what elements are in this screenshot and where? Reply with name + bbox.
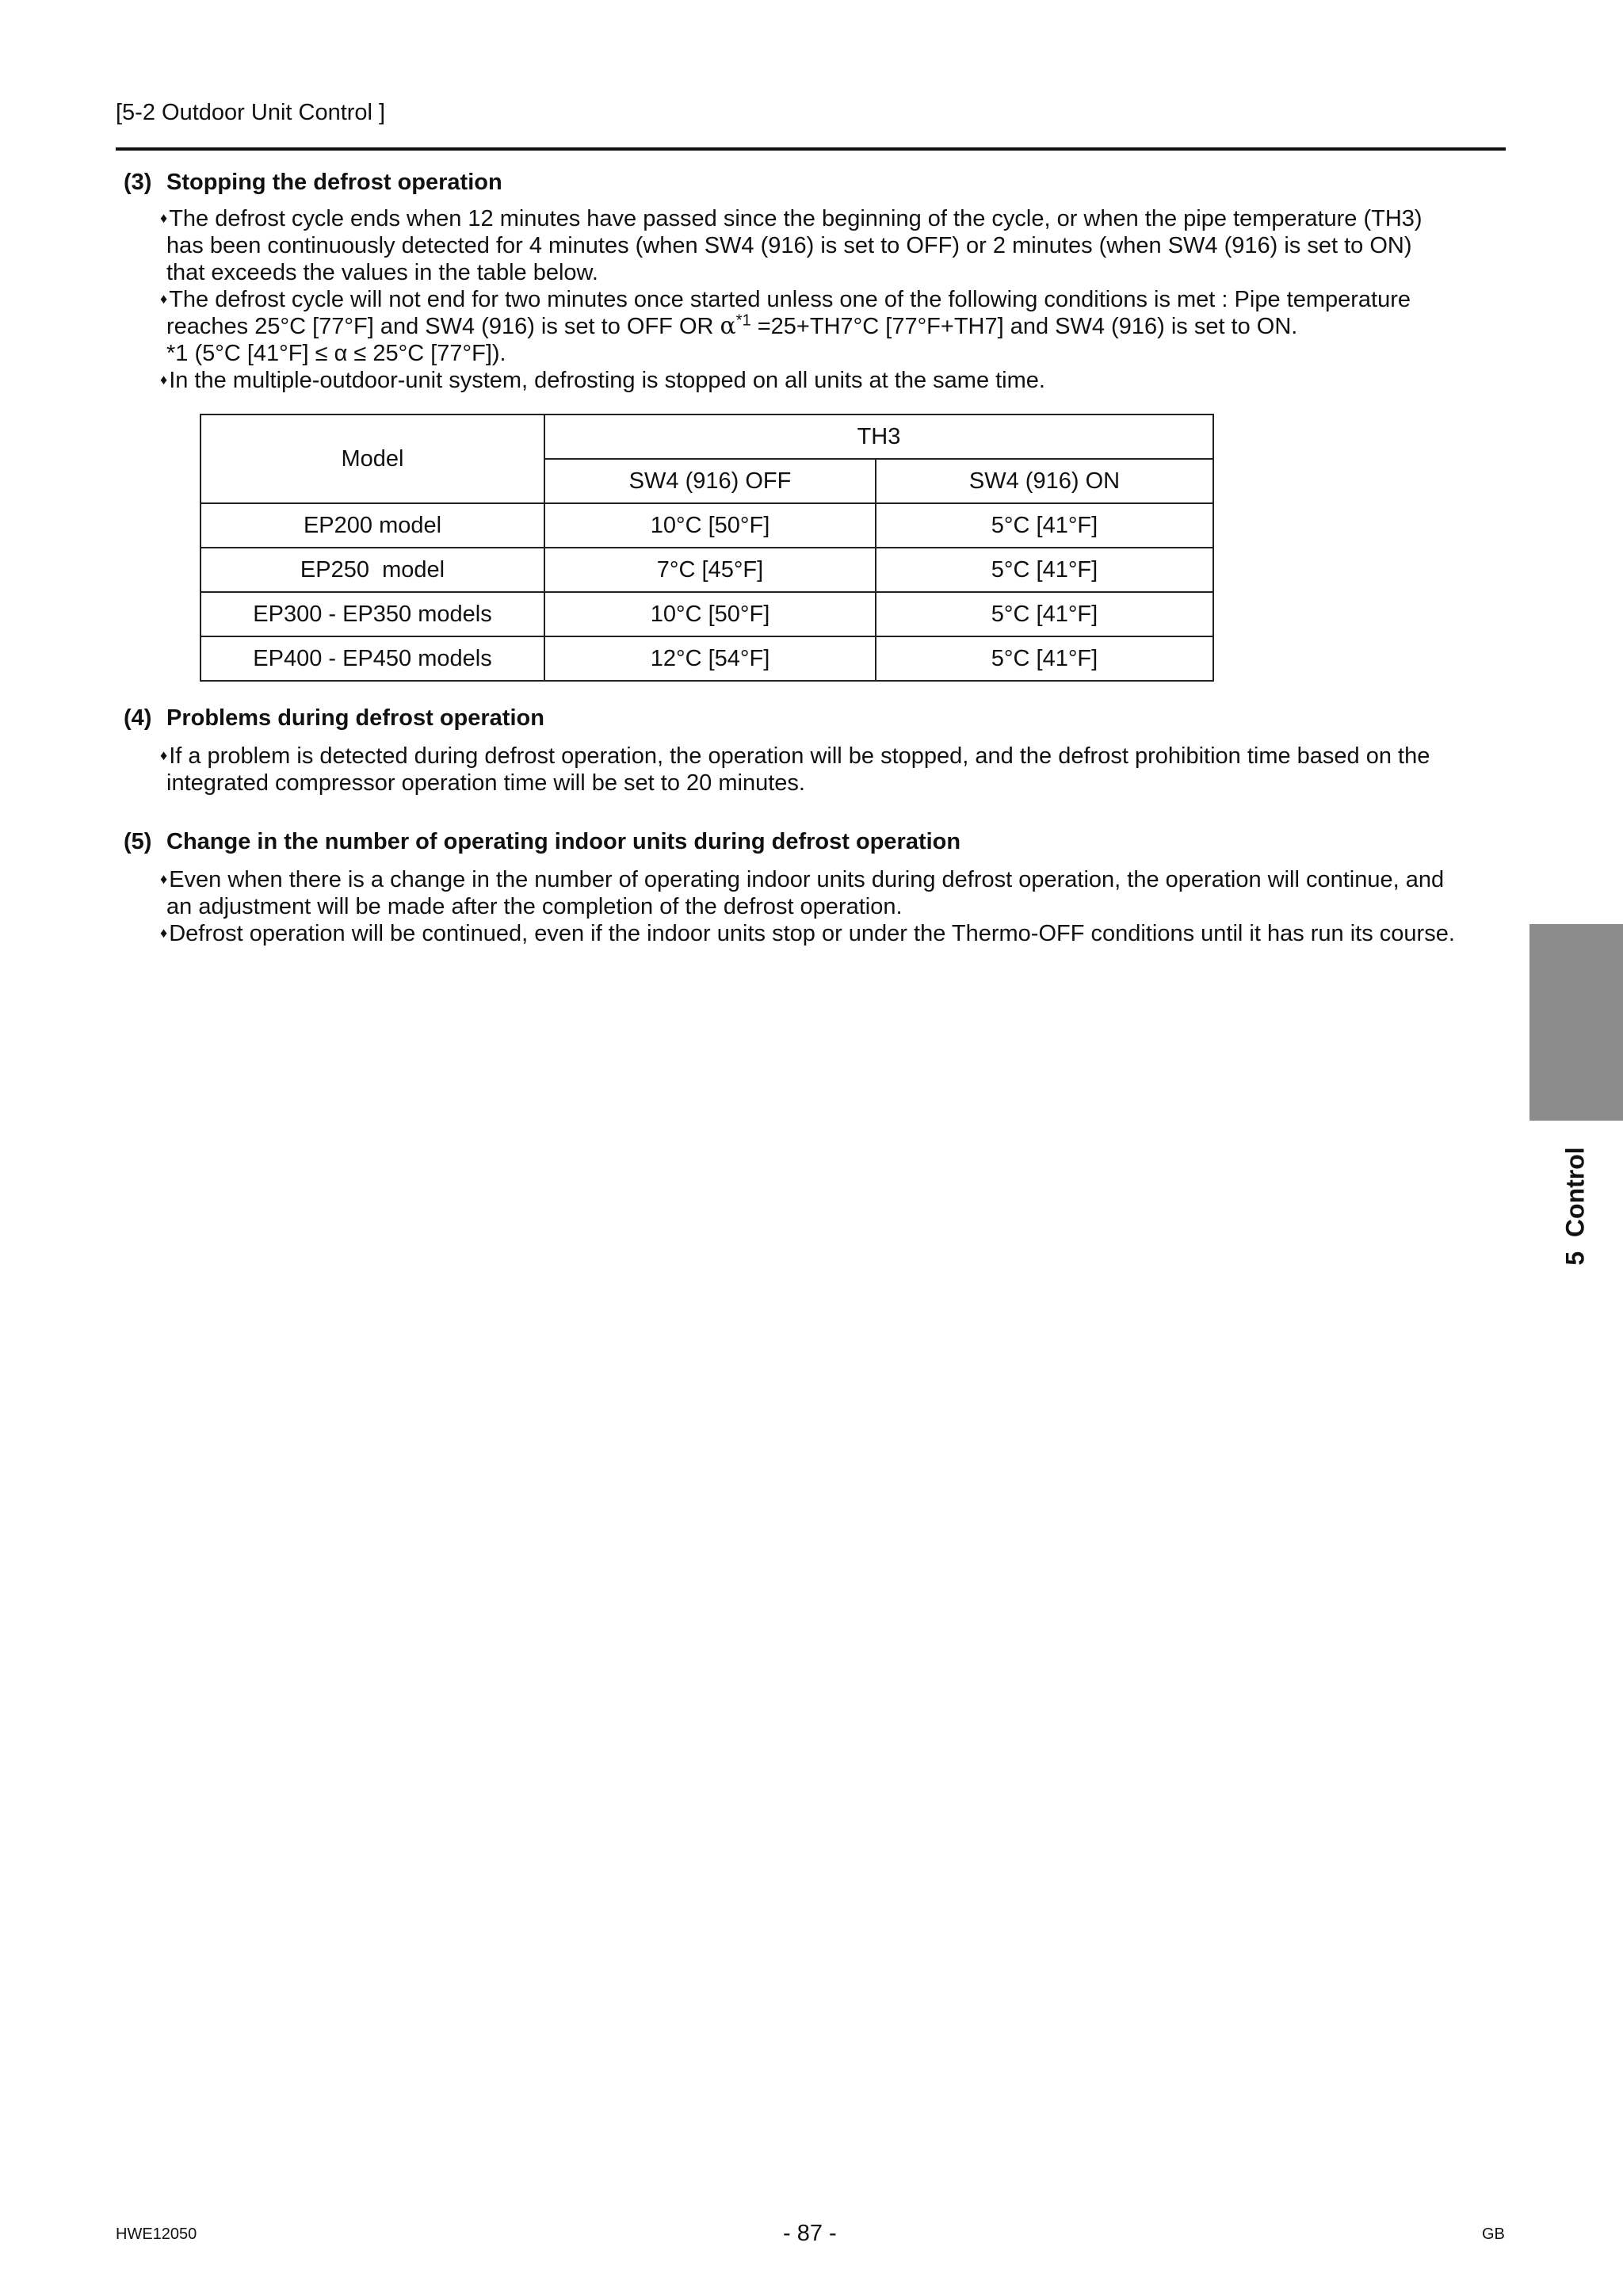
- bullet-text: Even when there is a change in the number of operating indoor units during defrost operation, the operation will continue, and: [169, 867, 1445, 892]
- footnote-text: *1 (5°C [41°F] ≤ α ≤ 25°C [77°F]).: [166, 341, 506, 366]
- bullet-diamond-icon: ♦: [160, 291, 168, 307]
- breadcrumb: [5-2 Outdoor Unit Control ]: [116, 100, 386, 125]
- bullet-diamond-icon: ♦: [160, 210, 168, 226]
- table-header-sw4-on: SW4 (916) ON: [876, 459, 1213, 503]
- table-cell-on: 5°C [41°F]: [876, 592, 1213, 636]
- section-3-heading: [124, 170, 502, 196]
- table-cell-model: EP250 model: [200, 548, 544, 592]
- section-4-bullet-1: [160, 742, 1507, 797]
- section-3-bullet-3: [160, 366, 1507, 394]
- table-cell-on: 5°C [41°F]: [876, 548, 1213, 592]
- bullet-text: If a problem is detected during defrost operation, the operation will be stopped, and the defrost prohibition time based on the: [169, 743, 1430, 769]
- bullet-diamond-icon: ♦: [160, 925, 168, 941]
- section-4-title: Problems during defrost operation: [166, 705, 544, 731]
- section-5-title: Change in the number of operating indoor units during defrost operation: [166, 829, 961, 854]
- table-header-th3: TH3: [544, 415, 1213, 459]
- table-cell-off: 10°C [50°F]: [544, 592, 876, 636]
- section-5-bullet-1: [160, 865, 1507, 920]
- bullet-text: The defrost cycle will not end for two minutes once started unless one of the following conditions is met : Pipe temperature: [169, 287, 1411, 312]
- table-row: [200, 503, 1213, 548]
- chapter-label: [1552, 1143, 1599, 1270]
- section-3-bullet-2: [160, 285, 1507, 367]
- table-cell-off: 12°C [54°F]: [544, 636, 876, 681]
- table-row: [200, 548, 1213, 592]
- section-4-heading: [124, 705, 544, 732]
- table-cell-on: 5°C [41°F]: [876, 503, 1213, 548]
- document-code: HWE12050: [116, 2225, 197, 2243]
- bullet-diamond-icon: ♦: [160, 372, 168, 388]
- section-5-number: (5): [124, 829, 152, 854]
- region-code: GB: [1482, 2225, 1505, 2243]
- table-header-sw4-off: SW4 (916) OFF: [544, 459, 876, 503]
- section-5-heading: [124, 829, 960, 855]
- th3-temperature-table: [200, 414, 1214, 682]
- section-3-bullet-1: [160, 204, 1507, 286]
- table-cell-model: EP400 - EP450 models: [200, 636, 544, 681]
- table-cell-on: 5°C [41°F]: [876, 636, 1213, 681]
- section-3-number: (3): [124, 170, 152, 195]
- bullet-text: Defrost operation will be continued, even if the indoor units stop or under the Thermo-OFF conditions until it has run its course.: [169, 921, 1455, 946]
- table-row: [200, 636, 1213, 681]
- bullet-text: The defrost cycle ends when 12 minutes have passed since the beginning of the cycle, or when the pipe temperature (TH3): [169, 206, 1423, 231]
- footnote-mark: *1: [735, 311, 751, 330]
- bullet-diamond-icon: ♦: [160, 871, 168, 887]
- table-header-model: Model: [200, 415, 544, 503]
- page-number: - 87 -: [783, 2221, 837, 2246]
- bullet-text: has been continuously detected for 4 minutes (when SW4 (916) is set to OFF) or 2 minutes (when SW4 (916) is set to ON): [166, 233, 1412, 258]
- table-cell-model: EP300 - EP350 models: [200, 592, 544, 636]
- bullet-text: integrated compressor operation time will be set to 20 minutes.: [166, 770, 805, 796]
- section-5-bullet-2: [160, 919, 1507, 947]
- bullet-diamond-icon: ♦: [160, 747, 168, 763]
- bullet-text: reaches 25°C [77°F] and SW4 (916) is set to OFF OR: [166, 314, 720, 339]
- bullet-text: In the multiple-outdoor-unit system, defrosting is stopped on all units at the same time.: [169, 368, 1045, 393]
- table-row: [200, 592, 1213, 636]
- bullet-text: =25+TH7°C [77°F+TH7] and SW4 (916) is set to ON.: [750, 314, 1298, 339]
- section-3-title: Stopping the defrost operation: [166, 170, 502, 195]
- bullet-text: that exceeds the values in the table below.: [166, 260, 598, 285]
- alpha-symbol: α: [720, 312, 736, 340]
- chapter-tab: [1529, 924, 1623, 1121]
- table-cell-model: EP200 model: [200, 503, 544, 548]
- header-divider: [116, 147, 1506, 151]
- bullet-text: an adjustment will be made after the completion of the defrost operation.: [166, 894, 903, 919]
- chapter-label-text: 5 Control: [1560, 1147, 1590, 1266]
- table-cell-off: 7°C [45°F]: [544, 548, 876, 592]
- section-4-number: (4): [124, 705, 152, 731]
- table-cell-off: 10°C [50°F]: [544, 503, 876, 548]
